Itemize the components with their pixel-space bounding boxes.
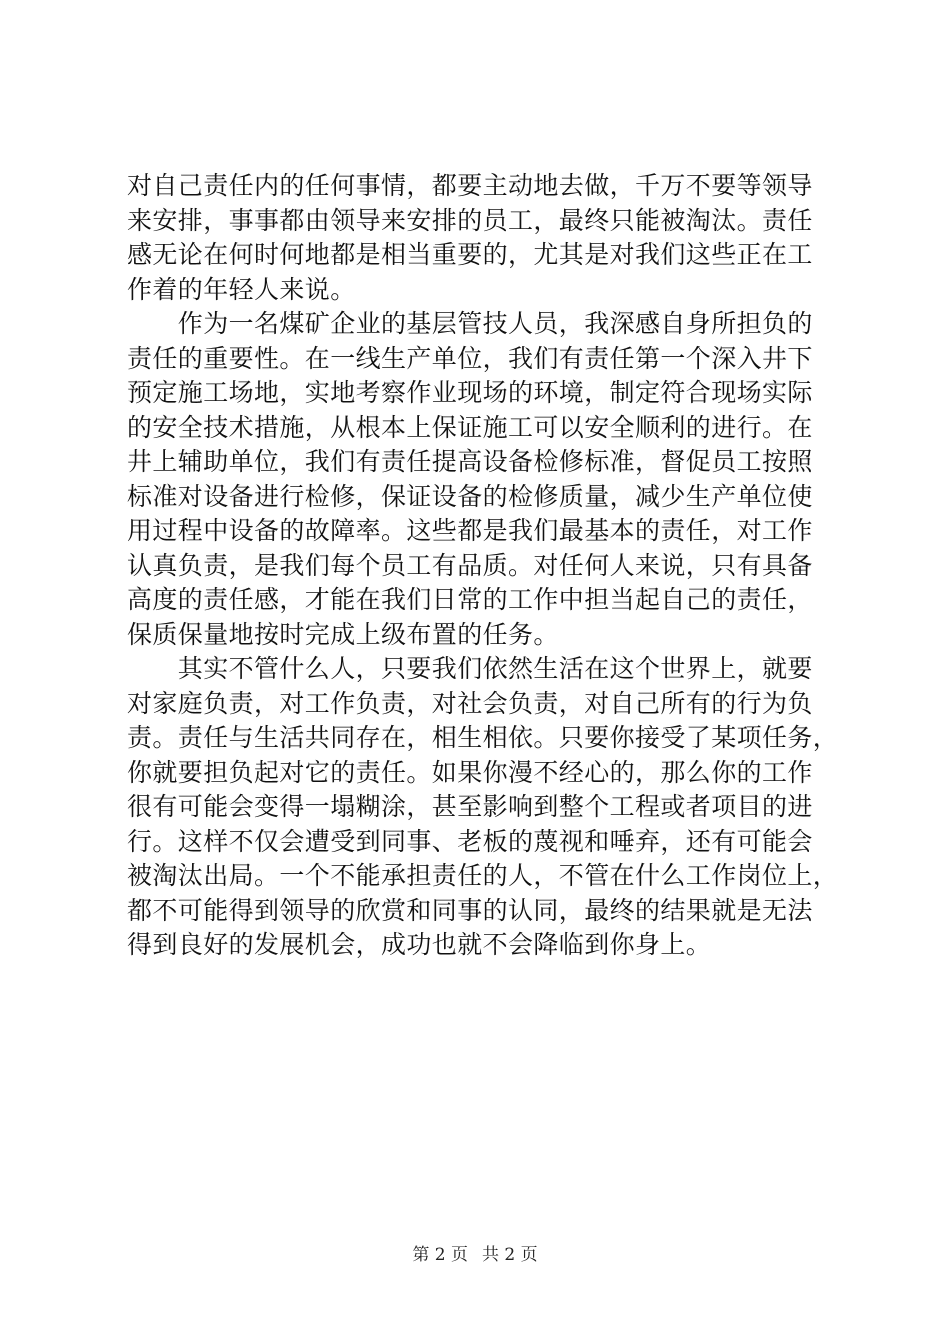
text-line: 其实不管什么人，只要我们依然生活在这个世界上，就要 xyxy=(127,654,813,683)
text-line: 作着的年轻人来说。 xyxy=(127,274,356,304)
text-line: 标准对设备进行检修，保证设备的检修质量，减少生产单位使 xyxy=(127,481,813,511)
text-line: 预定施工场地，实地考察作业现场的环境，制定符合现场实际 xyxy=(127,378,813,407)
text-line: 都不可能得到领导的欣赏和同事的认同，最终的结果就是无法 xyxy=(127,895,813,925)
text-line: 对自己责任内的任何事情，都要主动地去做，千万不要等领导 xyxy=(127,171,813,200)
page-footer xyxy=(0,1244,950,1266)
text-line: 保质保量地按时完成上级布置的任务。 xyxy=(127,619,559,649)
total-pages: 共 2 页 xyxy=(482,1245,538,1265)
text-line: 高度的责任感，才能在我们日常的工作中担当起自己的责任， xyxy=(127,585,813,614)
text-line: 的安全技术措施，从根本上保证施工可以安全顺利的进行。在 xyxy=(127,412,813,442)
text-line: 认真负责，是我们每个员工有品质。对任何人来说，只有具备 xyxy=(127,550,813,580)
text-line: 对家庭负责，对工作负责，对社会负责，对自己所有的行为负 xyxy=(127,688,813,718)
text-line: 很有可能会变得一塌糊涂，甚至影响到整个工程或者项目的进 xyxy=(127,792,813,821)
text-line: 用过程中设备的故障率。这些都是我们最基本的责任，对工作 xyxy=(127,516,813,545)
text-line: 感无论在何时何地都是相当重要的，尤其是对我们这些正在工 xyxy=(127,240,813,269)
text-line: 得到良好的发展机会，成功也就不会降临到你身上。 xyxy=(127,930,712,959)
text-line: 你就要担负起对它的责任。如果你漫不经心的，那么你的工作 xyxy=(127,757,813,787)
text-line: 作为一名煤矿企业的基层管技人员，我深感自身所担负的 xyxy=(127,309,813,338)
text-line: 来安排，事事都由领导来安排的员工，最终只能被淘汰。责任 xyxy=(127,205,813,235)
text-line: 责任的重要性。在一线生产单位，我们有责任第一个深入井下 xyxy=(127,343,813,373)
text-line: 被淘汰出局。一个不能承担责任的人，不管在什么工作岗位上， xyxy=(127,861,839,890)
text-line: 责。责任与生活共同存在，相生相依。只要你接受了某项任务， xyxy=(127,723,839,752)
page-number: 第 2 页 xyxy=(412,1245,468,1265)
document-body xyxy=(127,169,839,963)
text-line: 行。这样不仅会遭受到同事、老板的蔑视和唾弃，还有可能会 xyxy=(127,826,813,856)
text-line: 井上辅助单位，我们有责任提高设备检修标准，督促员工按照 xyxy=(127,447,813,476)
